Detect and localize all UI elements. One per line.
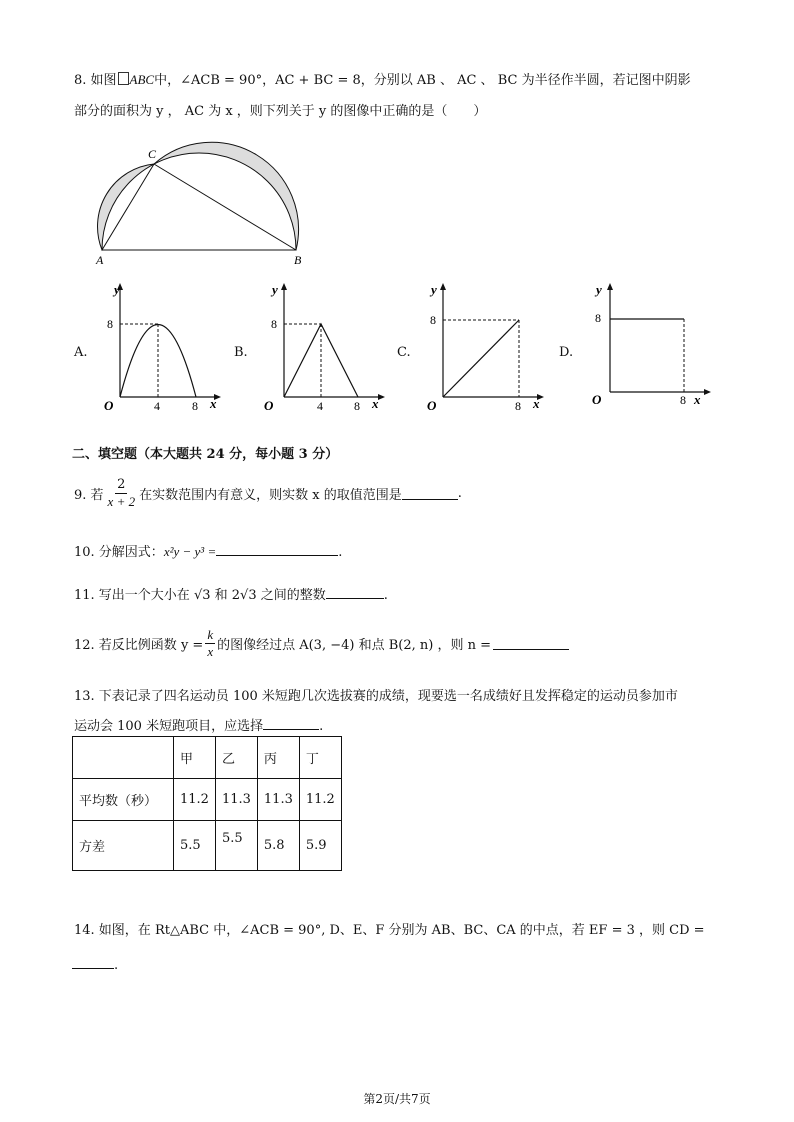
svg-text:8: 8 xyxy=(515,399,521,413)
svg-text:O: O xyxy=(264,398,274,413)
q8-line2: 部分的面积为 y ， AC 为 x ，则下列关于 y 的图像中正确的是（ ） xyxy=(74,104,487,119)
option-a-graph xyxy=(92,280,227,415)
svg-text:8: 8 xyxy=(192,399,198,413)
svg-text:8: 8 xyxy=(430,313,436,327)
q9: 9. 若 $\frac{2}{x + 2}$ 在实数范围内有意义，则实数 x 的取值范围是 . xyxy=(74,477,462,509)
q14-answer-blank xyxy=(72,956,114,969)
svg-text:y: y xyxy=(596,282,602,297)
option-d-letter: D. xyxy=(559,345,574,360)
q10: 10. 分解因式：x²y − y³ = . xyxy=(74,544,343,560)
q12-fraction: $\frac{k}{x}$ xyxy=(207,627,214,659)
page-footer: 第2页/共7页 xyxy=(363,1092,431,1106)
q8-line1: 8. 如图 ABC中，∠ACB = 90°，AC + BC = 8，分别以 AB 、 AC 、 BC 为半径作半圆，若记图中阴影 xyxy=(74,72,691,88)
q14-line2: . xyxy=(72,956,118,973)
option-c-graph xyxy=(415,280,550,415)
svg-text:4: 4 xyxy=(317,399,323,413)
svg-text:y: y xyxy=(272,282,278,297)
svg-text:O: O xyxy=(427,398,437,413)
svg-text:x: x xyxy=(694,392,701,407)
svg-text:x: x xyxy=(210,396,217,411)
svg-text:4: 4 xyxy=(154,399,160,413)
q13-answer-blank xyxy=(263,717,319,730)
svg-text:8: 8 xyxy=(271,317,277,331)
label-b: B xyxy=(294,253,302,266)
table-row: 平均数（秒） 11.2 11.3 11.3 11.2 xyxy=(73,779,342,821)
svg-text:8: 8 xyxy=(354,399,360,413)
option-b-letter: B. xyxy=(234,345,248,360)
svg-text:x: x xyxy=(533,396,540,411)
q9-answer-blank xyxy=(402,487,458,500)
svg-text:y: y xyxy=(114,282,120,297)
option-b-graph xyxy=(256,280,391,415)
section-2-heading: 二、填空题（本大题共 24 分，每小题 3 分） xyxy=(72,447,339,462)
label-c: C xyxy=(148,147,157,161)
q12-answer-blank xyxy=(493,637,569,650)
option-a-letter: A. xyxy=(74,345,88,360)
q10-answer-blank xyxy=(216,543,338,556)
option-d-graph xyxy=(582,280,717,415)
q14-line1: 14. 如图，在 Rt△ABC 中，∠ACB = 90°, D、E、F 分别为 AB、BC、CA 的中点，若 EF = 3 ，则 CD = xyxy=(74,923,705,938)
svg-text:x: x xyxy=(372,396,379,411)
table-header-row: 甲 乙 丙 丁 xyxy=(73,737,342,779)
label-a: A xyxy=(96,253,104,266)
svg-text:8: 8 xyxy=(680,393,686,407)
q13-line2: 运动会 100 米短跑项目，应选择 . xyxy=(74,719,324,734)
q9-fraction: $\frac{2}{x + 2}$ xyxy=(107,477,136,509)
missing-glyph-box xyxy=(118,72,129,85)
q11-answer-blank xyxy=(326,586,384,599)
svg-text:y: y xyxy=(431,282,437,297)
athlete-table xyxy=(72,736,342,871)
svg-text:O: O xyxy=(592,392,602,407)
svg-text:O: O xyxy=(104,398,114,413)
q12: 12. 若反比例函数 y = $\frac{k}{x}$ 的图像经过点 A(3, −4) 和点 B(2, n) ，则 n = xyxy=(74,627,569,660)
svg-text:8: 8 xyxy=(595,311,601,325)
q11: 11. 写出一个大小在 √3 和 2√3 之间的整数 . xyxy=(74,588,388,603)
q8-semicircle-figure xyxy=(70,126,320,266)
q13-line1: 13. 下表记录了四名运动员 100 米短跑几次选拔赛的成绩，现要选一名成绩好且发挥稳定的运动员参加市 xyxy=(74,689,678,704)
table-row: 方差 5.5 5.5 5.8 5.9 xyxy=(73,821,342,871)
option-c-letter: C. xyxy=(397,345,411,360)
svg-text:8: 8 xyxy=(107,317,113,331)
